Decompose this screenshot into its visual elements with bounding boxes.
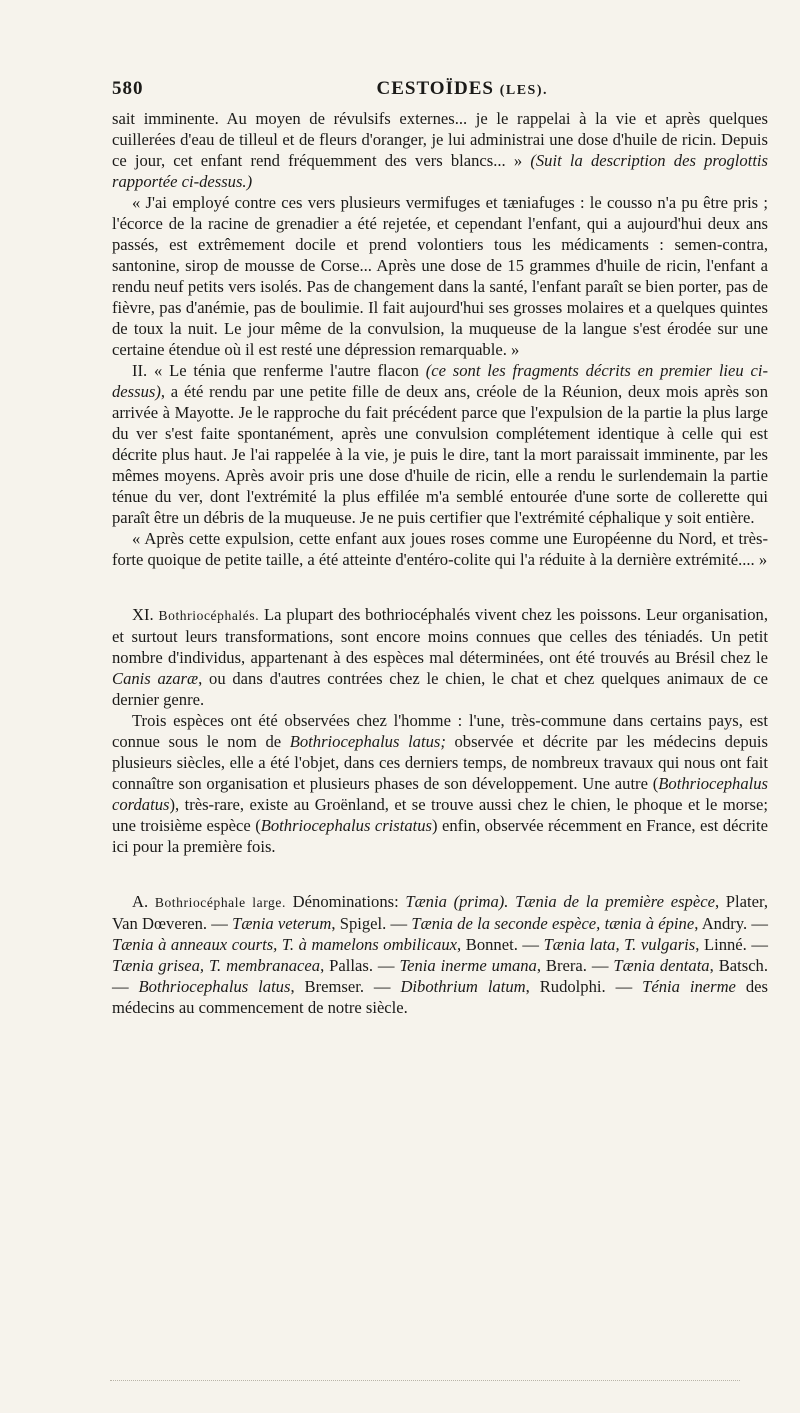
subsection-a-text-g: , Pallas. — <box>320 956 400 975</box>
subsection-a-text-c: , Spigel. — <box>331 914 412 933</box>
paragraph-6 <box>112 710 768 857</box>
paragraph-6-text-b: observée et décrite par les médecins depuis plusieurs siècles, elle a été l'objet, dans ces derniers temps, de nombreux travaux qui nous ont fait connaître son organisation et plusieurs phases de son développement. Une autre ( <box>112 732 769 793</box>
section-xi-heading: Bothriocéphalés. <box>158 608 260 623</box>
paragraph-1-italic: (Suit la description des proglottis rapportée ci-dessus.) <box>112 151 768 191</box>
subsection-a-italic-5: Tænia lata, T. vulgaris <box>543 935 696 954</box>
paragraph-3-italic: (ce sont les fragments décrits en premier lieu ci-dessus) <box>112 361 769 401</box>
subsection-a-text-f: , Linné. — <box>695 935 768 954</box>
subsection-a-italic-3: Tænia de la seconde espèce, tænia à épine <box>411 914 695 933</box>
subsection-a-text-e: , Bonnet. — <box>457 935 544 954</box>
subsection-a-text-l: des médecins au commencement de notre siècle. <box>112 977 768 1017</box>
subsection-a-heading: Bothriocéphale large. <box>154 895 286 910</box>
paragraph-2: « J'ai employé contre ces vers plusieurs vermifuges et tæniafuges : le cousso n'a pu être pris ; l'écorce de la racine de grenadier a été rejetée, et cependant l'enfant, qui a aujourd'hui deux ans passés, est extrêmement docile et prend volontiers tous les médicaments : semen-contra, santonine, sirop de mousse de Corse... Après une dose de 15 grammes d'huile de ricin, l'enfant a rendu neuf petits vers isolés. Pas de changement dans la santé, l'enfant paraît se bien porter, pas de fièvre, pas d'anémie, pas de boulimie. Il fait aujourd'hui ses grosses molaires et a quelques quintes de toux la nuit. Le jour même de la convulsion, la muqueuse de la langue s'est érodée sur une certaine étendue où il est resté une dépression remarquable. » <box>112 193 768 359</box>
paragraph-1-text: sait imminente. Au moyen de révulsifs externes... je le rappelai à la vie et après quelques cuillerées d'eau de tilleul et de fleurs d'oranger, je lui administrai une dose d'huile de ricin. Depuis ce jour, cet enfant rend fréquemment des vers blancs... » <box>112 109 768 170</box>
subsection-a-italic-2: Tænia veterum <box>232 914 332 933</box>
subsection-a-italic-9: Bothriocephalus latus <box>138 977 291 996</box>
subsection-a-text-b: , Plater, Van Dœveren. — <box>112 892 768 933</box>
subsection-a-letter: A. <box>132 892 155 911</box>
subsection-a-text-h: , Brera. — <box>536 956 614 975</box>
page-number: 580 <box>112 78 144 99</box>
paragraph-6-italic-3: Bothriocephalus cristatus <box>260 816 433 835</box>
subsection-a-text-d: , Andry. — <box>694 914 769 933</box>
running-title <box>377 78 548 100</box>
subsection-a-italic-7: Tenia inerme umana <box>399 956 537 975</box>
section-xi-italic: Canis azaræ <box>112 669 199 688</box>
paragraph-6-text-a: Trois espèces ont été observées chez l'homme : l'une, très-commune dans certains pays, est connue sous le nom de <box>112 711 768 751</box>
paragraph-3-text-a: II. « Le ténia que renferme l'autre flacon <box>132 361 426 380</box>
subsection-a-italic-4: Tænia à anneaux courts, T. à mamelons ombilicaux <box>112 935 458 954</box>
section-xi-number: XI. <box>132 605 159 624</box>
subsection-a-text-i: , Batsch. — <box>112 956 769 996</box>
subsection-a-italic-11: Ténia inerme <box>642 977 736 996</box>
subsection-a-text-j: , Bremser. — <box>290 977 401 996</box>
paragraph-3-text-b: , a été rendu par une petite fille de deux ans, créole de la Réunion, deux mois après son arrivée à Mayotte. Je le rapproche du fait précédent parce que l'expulsion de la partie la plus large du ver s'est faite spontanément, après une convulsion complétement identique à celle qui est décrite plus haut. Je l'ai rappelée à la vie, je puis le dire, tant la mort paraissait imminente, par les mêmes moyens. Après avoir pris une dose d'huile de ricin, elle a rendu le surlendemain la partie ténue du ver, dont l'extrémité la plus effilée m'a semblé entourée d'une sorte de collerette qui paraît être un débris de la muqueuse. Je ne puis certifier que l'extrémité céphalique y soit entière. <box>112 382 768 527</box>
paragraph-4: « Après cette expulsion, cette enfant aux joues roses comme une Européenne du Nord, et très-forte quoique de petite taille, a été atteinte d'entéro-colite qui l'a réduite à la dernière extrémité.... » <box>112 529 768 569</box>
section-xi-paragraph <box>112 604 768 710</box>
subsection-a-italic-6: Tænia grisea, T. membranacea <box>112 956 321 975</box>
subsection-a-italic-8: Tænia dentata <box>613 956 710 975</box>
subsection-a-text-k: , Rudolphi. — <box>525 977 643 996</box>
paragraph-6-italic-1: Bothriocephalus latus; <box>289 732 446 751</box>
paragraph-6-text-c: ), très-rare, existe au Groënland, et se trouve aussi chez le chien, le phoque et le morse; une troisième espèce ( <box>112 795 768 835</box>
bottom-margin-rule <box>110 1380 740 1381</box>
paragraph-1 <box>112 108 768 192</box>
paragraph-6-italic-2: Bothriocephalus cordatus <box>112 774 768 814</box>
subsection-a-text-a: Dénominations: <box>285 892 406 911</box>
running-header <box>112 78 768 108</box>
body-text <box>112 108 768 1018</box>
running-title-main: CESTOÏDES <box>376 78 494 99</box>
subsection-a-italic-1: Tænia (prima). Tænia de la première espèce <box>405 892 715 911</box>
section-xi-text-a: La plupart des bothriocéphalés vivent chez les poissons. Leur organisation, et surtout leurs transformations, sont encore moins connues que celles des téniadés. Un petit nombre d'individus, appartenant à des espèces mal déterminées, ont été trouvés au Brésil chez le <box>112 605 768 667</box>
subsection-a-italic-10: Dibothrium latum <box>400 977 526 996</box>
subsection-a-paragraph <box>112 891 768 1018</box>
paragraph-3 <box>112 360 768 528</box>
paragraph-6-text-d: ) enfin, observée récemment en France, est décrite ici pour la première fois. <box>112 816 768 856</box>
section-xi-text-b: , ou dans d'autres contrées chez le chien, le chat et chez quelques animaux de ce dernier genre. <box>112 669 768 709</box>
running-title-paren: (LES). <box>499 83 548 98</box>
